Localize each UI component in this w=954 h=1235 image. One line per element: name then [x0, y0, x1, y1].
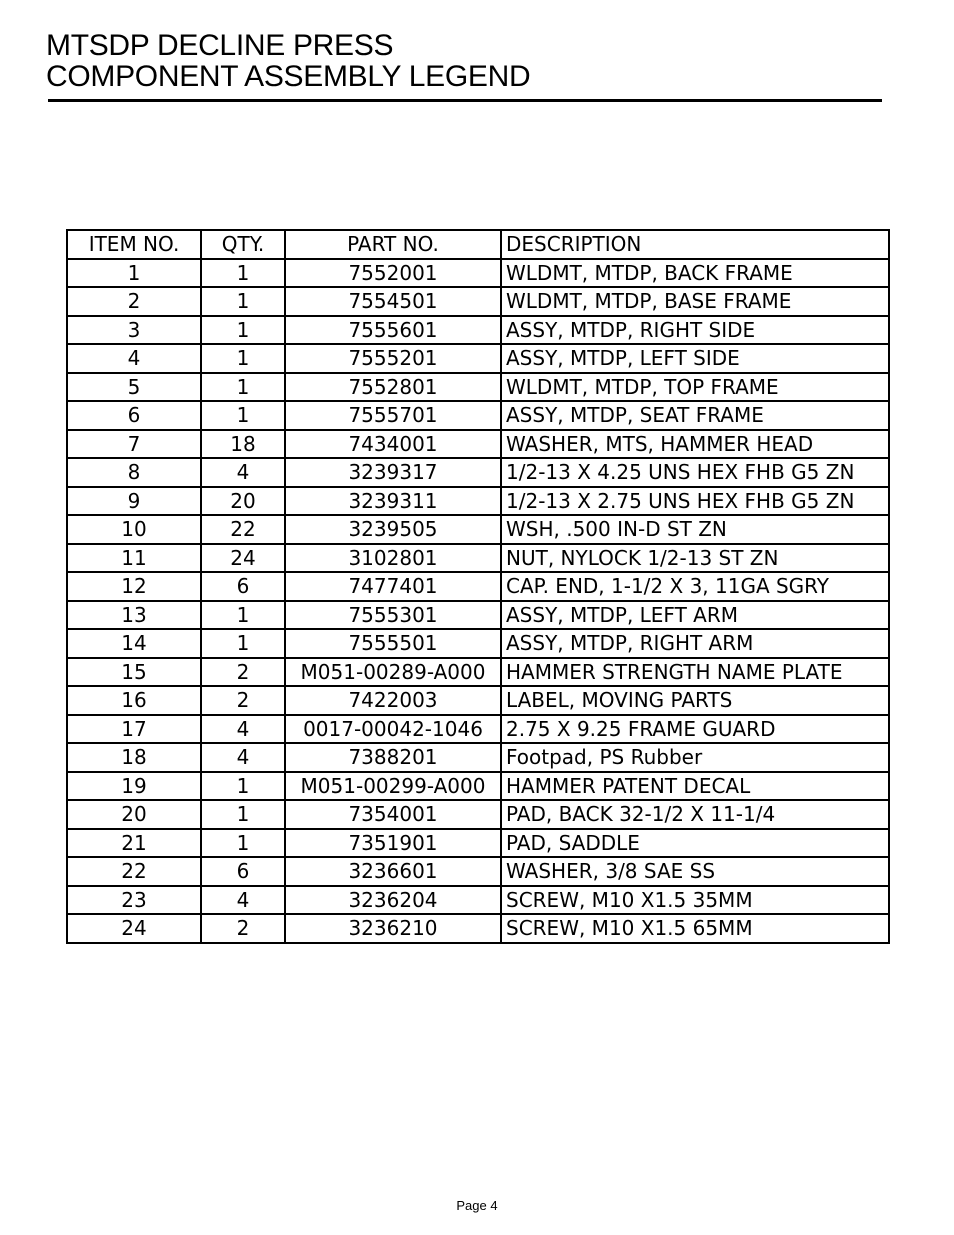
description-cell: WASHER, 3/8 SAE SS [501, 857, 889, 886]
part-no-cell: 7434001 [285, 430, 501, 459]
description-cell: NUT, NYLOCK 1/2-13 ST ZN [501, 544, 889, 573]
qty-cell: 4 [201, 886, 285, 915]
description-cell: PAD, BACK 32-1/2 X 11-1/4 [501, 800, 889, 829]
item-no-cell: 18 [67, 743, 201, 772]
description-cell: WLDMT, MTDP, TOP FRAME [501, 373, 889, 402]
qty-cell: 1 [201, 629, 285, 658]
qty-cell: 18 [201, 430, 285, 459]
table-row [67, 629, 889, 658]
item-no-cell: 6 [67, 401, 201, 430]
part-no-cell: M051-00289-A000 [285, 658, 501, 687]
description-cell: WSH, .500 IN-D ST ZN [501, 515, 889, 544]
header-qty: QTY. [201, 230, 285, 259]
description-cell: ASSY, MTDP, SEAT FRAME [501, 401, 889, 430]
table-row [67, 287, 889, 316]
table-row [67, 316, 889, 345]
legend-table-body [67, 230, 889, 943]
item-no-cell: 10 [67, 515, 201, 544]
item-no-cell: 2 [67, 287, 201, 316]
table-row [67, 829, 889, 858]
part-no-cell: 3236204 [285, 886, 501, 915]
table-row [67, 544, 889, 573]
qty-cell: 4 [201, 743, 285, 772]
title-line-1: MTSDP DECLINE PRESS [46, 29, 394, 62]
table-row [67, 515, 889, 544]
item-no-cell: 13 [67, 601, 201, 630]
table-row [67, 401, 889, 430]
table-row [67, 344, 889, 373]
part-no-cell: 7388201 [285, 743, 501, 772]
item-no-cell: 1 [67, 259, 201, 288]
item-no-cell: 20 [67, 800, 201, 829]
table-row [67, 487, 889, 516]
part-no-cell: 3236601 [285, 857, 501, 886]
table-row [67, 601, 889, 630]
description-cell: 1/2-13 X 2.75 UNS HEX FHB G5 ZN [501, 487, 889, 516]
description-cell: WASHER, MTS, HAMMER HEAD [501, 430, 889, 459]
item-no-cell: 23 [67, 886, 201, 915]
table-row [67, 259, 889, 288]
part-no-cell: 3239311 [285, 487, 501, 516]
item-no-cell: 16 [67, 686, 201, 715]
part-no-cell: 7354001 [285, 800, 501, 829]
table-row [67, 458, 889, 487]
description-cell: ASSY, MTDP, RIGHT ARM [501, 629, 889, 658]
table-row [67, 886, 889, 915]
table-row [67, 857, 889, 886]
part-no-cell: 7552001 [285, 259, 501, 288]
header-item-no: ITEM NO. [67, 230, 201, 259]
header-part-no: PART NO. [285, 230, 501, 259]
description-cell: ASSY, MTDP, LEFT ARM [501, 601, 889, 630]
part-no-cell: M051-00299-A000 [285, 772, 501, 801]
item-no-cell: 14 [67, 629, 201, 658]
qty-cell: 1 [201, 401, 285, 430]
table-row [67, 743, 889, 772]
table-row [67, 658, 889, 687]
qty-cell: 1 [201, 601, 285, 630]
table-row [67, 572, 889, 601]
item-no-cell: 21 [67, 829, 201, 858]
qty-cell: 1 [201, 259, 285, 288]
description-cell: WLDMT, MTDP, BASE FRAME [501, 287, 889, 316]
description-cell: 1/2-13 X 4.25 UNS HEX FHB G5 ZN [501, 458, 889, 487]
page-title [46, 30, 530, 92]
item-no-cell: 19 [67, 772, 201, 801]
part-no-cell: 7552801 [285, 373, 501, 402]
part-no-cell: 7555301 [285, 601, 501, 630]
part-no-cell: 7555201 [285, 344, 501, 373]
qty-cell: 2 [201, 658, 285, 687]
item-no-cell: 7 [67, 430, 201, 459]
item-no-cell: 4 [67, 344, 201, 373]
assembly-legend-table [66, 229, 890, 944]
qty-cell: 6 [201, 857, 285, 886]
qty-cell: 20 [201, 487, 285, 516]
item-no-cell: 11 [67, 544, 201, 573]
description-cell: SCREW, M10 X1.5 35MM [501, 886, 889, 915]
part-no-cell: 7555601 [285, 316, 501, 345]
part-no-cell: 7554501 [285, 287, 501, 316]
part-no-cell: 7477401 [285, 572, 501, 601]
page-number: Page 4 [456, 1198, 498, 1213]
item-no-cell: 17 [67, 715, 201, 744]
qty-cell: 6 [201, 572, 285, 601]
title-line-2: COMPONENT ASSEMBLY LEGEND [46, 60, 531, 93]
table-row [67, 373, 889, 402]
description-cell: LABEL, MOVING PARTS [501, 686, 889, 715]
header-description: DESCRIPTION [501, 230, 889, 259]
qty-cell: 1 [201, 344, 285, 373]
table-row [67, 800, 889, 829]
description-cell: Footpad, PS Rubber [501, 743, 889, 772]
description-cell: ASSY, MTDP, LEFT SIDE [501, 344, 889, 373]
table-row [67, 430, 889, 459]
item-no-cell: 15 [67, 658, 201, 687]
qty-cell: 22 [201, 515, 285, 544]
item-no-cell: 3 [67, 316, 201, 345]
qty-cell: 4 [201, 458, 285, 487]
qty-cell: 1 [201, 800, 285, 829]
description-cell: WLDMT, MTDP, BACK FRAME [501, 259, 889, 288]
table-header-row [67, 230, 889, 259]
table-row [67, 772, 889, 801]
description-cell: HAMMER PATENT DECAL [501, 772, 889, 801]
item-no-cell: 22 [67, 857, 201, 886]
title-divider [48, 99, 882, 102]
part-no-cell: 0017-00042-1046 [285, 715, 501, 744]
table-row [67, 914, 889, 943]
table-row [67, 686, 889, 715]
part-no-cell: 7422003 [285, 686, 501, 715]
item-no-cell: 24 [67, 914, 201, 943]
part-no-cell: 3239505 [285, 515, 501, 544]
description-cell: PAD, SADDLE [501, 829, 889, 858]
qty-cell: 1 [201, 829, 285, 858]
part-no-cell: 3102801 [285, 544, 501, 573]
description-cell: ASSY, MTDP, RIGHT SIDE [501, 316, 889, 345]
item-no-cell: 12 [67, 572, 201, 601]
qty-cell: 4 [201, 715, 285, 744]
part-no-cell: 7351901 [285, 829, 501, 858]
description-cell: CAP. END, 1-1/2 X 3, 11GA SGRY [501, 572, 889, 601]
part-no-cell: 7555501 [285, 629, 501, 658]
qty-cell: 24 [201, 544, 285, 573]
qty-cell: 1 [201, 772, 285, 801]
qty-cell: 2 [201, 914, 285, 943]
qty-cell: 1 [201, 316, 285, 345]
qty-cell: 1 [201, 287, 285, 316]
qty-cell: 1 [201, 373, 285, 402]
description-cell: SCREW, M10 X1.5 65MM [501, 914, 889, 943]
item-no-cell: 8 [67, 458, 201, 487]
part-no-cell: 3239317 [285, 458, 501, 487]
item-no-cell: 9 [67, 487, 201, 516]
item-no-cell: 5 [67, 373, 201, 402]
description-cell: 2.75 X 9.25 FRAME GUARD [501, 715, 889, 744]
description-cell: HAMMER STRENGTH NAME PLATE [501, 658, 889, 687]
part-no-cell: 7555701 [285, 401, 501, 430]
table-row [67, 715, 889, 744]
part-no-cell: 3236210 [285, 914, 501, 943]
qty-cell: 2 [201, 686, 285, 715]
